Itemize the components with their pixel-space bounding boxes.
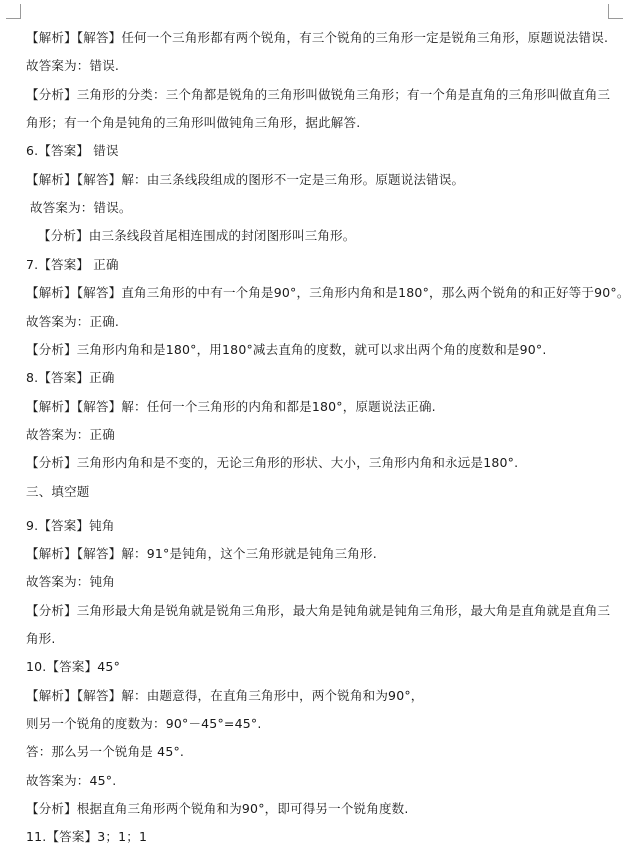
text-line: 【分析】根据直角三角形两个锐角和为90°，即可得另一个锐角度数. [26,801,409,816]
text-line: 【分析】三角形内角和是180°，用180°减去直角的度数，就可以求出两个角的度数和是90°. [26,342,547,357]
text-line: 【解析】【解答】解：91°是钝角，这个三角形就是钝角三角形. [26,546,377,561]
text-line: 故答案为：错误. [26,58,120,73]
text-line: 【解析】【解答】解：任何一个三角形的内角和都是180°，原题说法正确. [26,399,436,414]
text-line: 【解析】【解答】解：由三条线段组成的图形不一定是三角形。原题说法错误。 [26,172,465,187]
text-line: 【分析】三角形最大角是锐角就是锐角三角形，最大角是钝角就是钝角三角形，最大角是直角就是直角三 [26,603,611,618]
text-line: 则另一个锐角的度数为：90°－45°=45°. [26,716,262,731]
text-line: 【分析】三角形的分类：三个角都是锐角的三角形叫做锐角三角形；有一个角是直角的三角形叫做直角三 [26,87,611,102]
answer-heading: 8.【答案】正确 [26,370,115,385]
page-corner-mark-right [608,4,623,19]
text-line: 【分析】三角形内角和是不变的，无论三角形的形状、大小，三角形内角和永远是180°. [26,455,519,470]
text-line: 【解析】【解答】任何一个三角形都有两个锐角，有三个锐角的三角形一定是锐角三角形，原题说法错误. [26,30,609,45]
text-line: 【解析】【解答】解：由题意得，在直角三角形中，两个锐角和为90°， [26,688,424,703]
page-corner-mark-left [6,4,21,19]
text-line: 故答案为：正确. [26,314,120,329]
answer-heading: 6.【答案】 错误 [26,143,119,158]
answer-heading: 9.【答案】钝角 [26,518,115,533]
section-heading: 三、填空题 [26,484,90,499]
text-line: 【分析】由三条线段首尾相连围成的封闭图形叫三角形。 [38,228,356,243]
text-line: 角形. [26,631,56,646]
text-line: 故答案为：错误。 [30,200,132,215]
text-line: 【解析】【解答】直角三角形的中有一个角是90°，三角形内角和是180°，那么两个锐角的和正好等于90°。 [26,285,630,300]
text-line: 故答案为：正确 [26,427,115,442]
answer-heading: 7.【答案】 正确 [26,257,119,272]
answer-heading: 10.【答案】45° [26,659,121,674]
text-line: 角形；有一个角是钝角的三角形叫做钝角三角形，据此解答. [26,115,361,130]
text-line: 故答案为：钝角 [26,574,115,589]
text-line: 故答案为：45°. [26,773,117,788]
answer-heading: 11.【答案】3；1；1 [26,829,148,844]
text-line: 答：那么另一个锐角是 45°. [26,744,185,759]
